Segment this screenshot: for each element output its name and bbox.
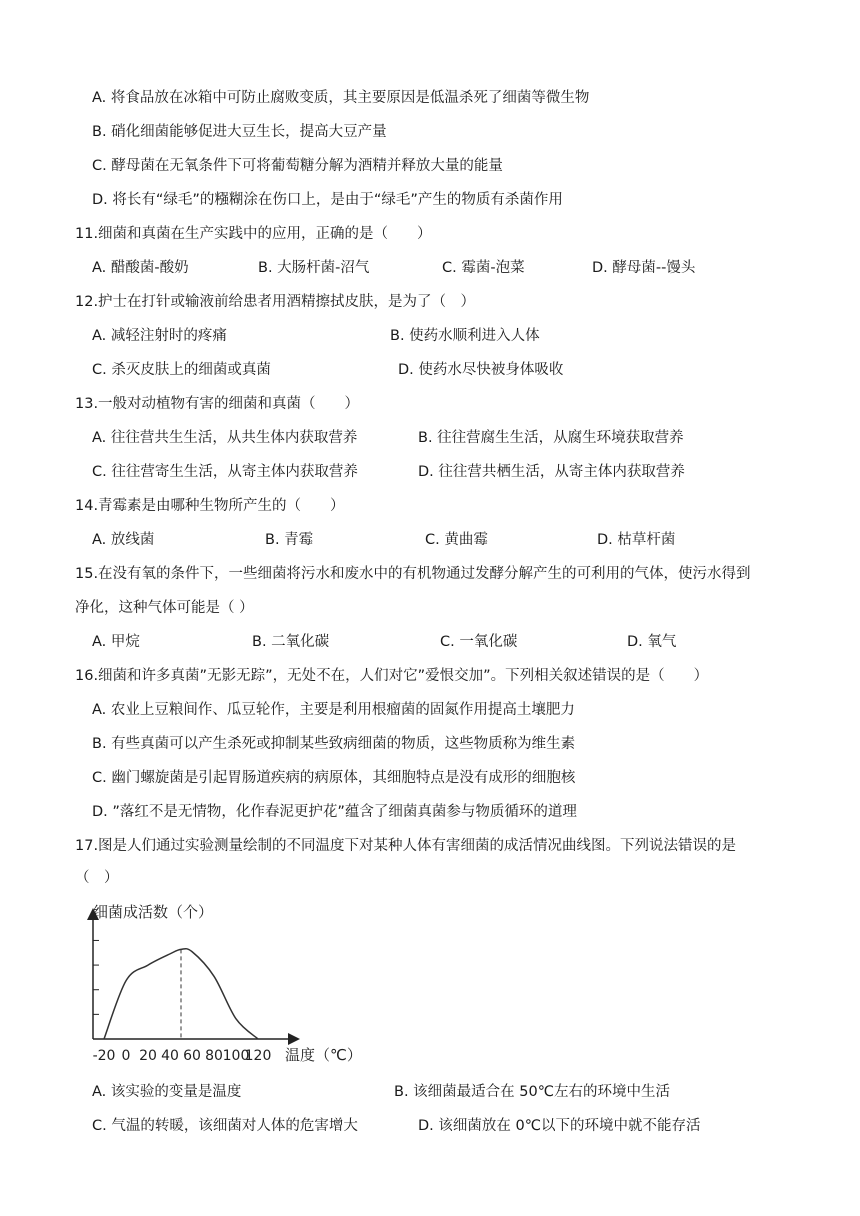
q15-option-b: B. 二氧化碳: [252, 634, 330, 650]
q16-option-c: C. 幽门螺旋菌是引起胃肠道疾病的病原体，其细胞特点是没有成形的细胞核: [92, 770, 576, 786]
q12-option-b: B. 使药水顺利进入人体: [390, 328, 540, 344]
q12-option-c: C. 杀灭皮肤上的细菌或真菌: [92, 362, 271, 378]
survival-curve-chart: [75, 897, 365, 1077]
q11-option-b: B. 大肠杆菌-沼气: [258, 260, 370, 276]
q17-option-d: D. 该细菌放在 0℃以下的环境中就不能存活: [418, 1118, 701, 1134]
q17-option-a: A. 该实验的变量是温度: [92, 1084, 242, 1100]
q16-option-a: A. 农业上豆粮间作、瓜豆轮作，主要是利用根瘤菌的固氮作用提高土壤肥力: [92, 702, 575, 718]
question-15-stem-line1: 15.在没有氧的条件下，一些细菌将污水和废水中的有机物通过发酵分解产生的可利用的气体，使污水得到: [75, 566, 751, 582]
q13-option-d: D. 往往营共栖生活，从寄主体内获取营养: [418, 464, 685, 480]
q14-option-d: D. 枯草杆菌: [597, 532, 676, 548]
x-tick-label: 80: [205, 1048, 223, 1064]
question-17-stem-line2: （ ）: [75, 870, 119, 886]
q15-option-c: C. 一氧化碳: [440, 634, 518, 650]
question-16-stem: 16.细菌和许多真菌”无影无踪”，无处不在，人们对它”爱恨交加”。下列相关叙述错误的是（ ）: [75, 668, 709, 684]
option-d: D. 将长有“绿毛”的糨糊涂在伤口上，是由于“绿毛”产生的物质有杀菌作用: [92, 192, 563, 208]
q14-option-b: B. 青霉: [265, 532, 314, 548]
x-tick-label: 40: [161, 1048, 179, 1064]
option-a: A. 将食品放在冰箱中可防止腐败变质，其主要原因是低温杀死了细菌等微生物: [92, 90, 590, 106]
option-c: C. 酵母菌在无氧条件下可将葡萄糖分解为酒精并释放大量的能量: [92, 158, 503, 174]
x-tick-label: 100: [222, 1048, 250, 1064]
q16-option-d: D. ”落红不是无情物，化作春泥更护花”蕴含了细菌真菌参与物质循环的道理: [92, 804, 577, 820]
option-b: B. 硝化细菌能够促进大豆生长，提高大豆产量: [92, 124, 387, 140]
q11-option-d: D. 酵母菌--馒头: [592, 260, 696, 276]
question-15-stem-line2: 净化，这种气体可能是（ ）: [75, 600, 254, 616]
q12-option-d: D. 使药水尽快被身体吸收: [398, 362, 564, 378]
question-17-stem-line1: 17.图是人们通过实验测量绘制的不同温度下对某种人体有害细菌的成活情况曲线图。下列说法错误的是: [75, 838, 737, 854]
q15-option-a: A. 甲烷: [92, 634, 140, 650]
q13-option-c: C. 往往营寄生生活，从寄主体内获取营养: [92, 464, 358, 480]
q17-option-b: B. 该细菌最适合在 50℃左右的环境中生活: [394, 1084, 671, 1100]
q12-option-a: A. 减轻注射时的疼痛: [92, 328, 227, 344]
q14-option-c: C. 黄曲霉: [425, 532, 488, 548]
q15-option-d: D. 氧气: [627, 634, 677, 650]
question-13-stem: 13.一般对动植物有害的细菌和真菌（ ）: [75, 396, 360, 412]
q11-option-c: C. 霉菌-泡菜: [442, 260, 525, 276]
x-tick-label: 0: [121, 1048, 131, 1064]
q13-option-a: A. 往往营共生生活，从共生体内获取营养: [92, 430, 358, 446]
q17-option-c: C. 气温的转暖，该细菌对人体的危害增大: [92, 1118, 358, 1134]
q16-option-b: B. 有些真菌可以产生杀死或抑制某些致病细菌的物质，这些物质称为维生素: [92, 736, 576, 752]
question-14-stem: 14.青霉素是由哪种生物所产生的（ ）: [75, 498, 345, 514]
question-12-stem: 12.护士在打针或输液前给患者用酒精擦拭皮肤，是为了（ ）: [75, 294, 476, 310]
x-tick-label: -20: [92, 1048, 116, 1064]
x-axis-label: 温度（℃）: [285, 1046, 362, 1064]
x-tick-label: 120: [244, 1048, 272, 1064]
x-tick-label: 20: [139, 1048, 157, 1064]
y-axis-label: 细菌成活数（个）: [93, 903, 214, 921]
q13-option-b: B. 往往营腐生生活，从腐生环境获取营养: [418, 430, 684, 446]
question-11-stem: 11.细菌和真菌在生产实践中的应用，正确的是（ ）: [75, 226, 432, 242]
x-tick-label: 60: [183, 1048, 201, 1064]
q14-option-a: A. 放线菌: [92, 532, 155, 548]
q11-option-a: A. 醋酸菌-酸奶: [92, 260, 189, 276]
